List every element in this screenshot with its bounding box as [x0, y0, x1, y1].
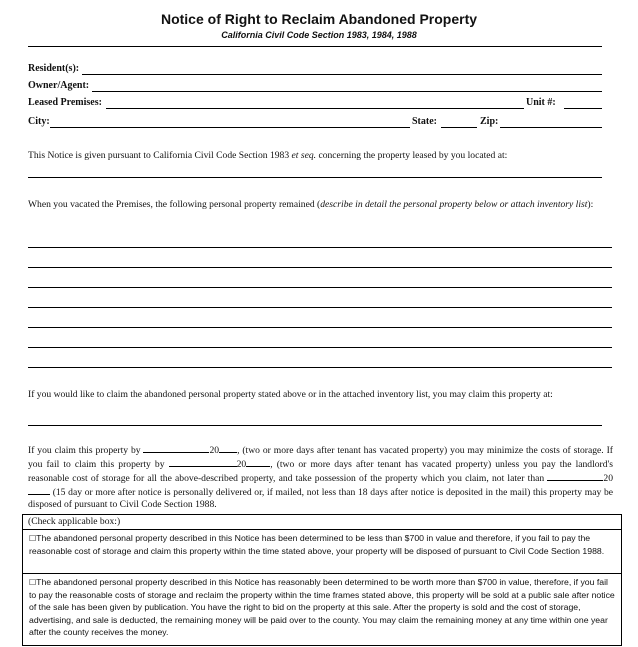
claim-text-3: , (two or more days after tenant has vacated property) unless you pay the landlord's reasonable cost of storage for all the above-described property, and take possession of the property which you claim, not later than	[28, 459, 614, 484]
property-list-line[interactable]	[28, 327, 612, 328]
property-list-line[interactable]	[28, 267, 612, 268]
property-list-line[interactable]	[28, 287, 612, 288]
option-over-700	[23, 574, 621, 639]
option-under-700	[23, 530, 621, 558]
check-box-heading-row	[22, 514, 622, 530]
property-address-field[interactable]	[28, 177, 602, 178]
claim-year-2: 20	[236, 459, 247, 470]
claim-date-1-field[interactable]	[143, 443, 209, 453]
zip-label: Zip:	[480, 116, 499, 127]
notice-et-seq: et seq.	[291, 150, 317, 161]
vacated-text-end: ):	[587, 199, 594, 210]
unit-field[interactable]	[564, 108, 602, 109]
notice-text-start: This Notice is given pursuant to California Civil Code Section 1983	[28, 150, 292, 161]
checkbox-under-700[interactable]: ☐	[29, 534, 37, 543]
property-list-line[interactable]	[28, 247, 612, 248]
vacated-text-start: When you vacated the Premises, the following personal property remained (	[28, 199, 321, 210]
leased-premises-label: Leased Premises:	[28, 97, 102, 108]
city-field[interactable]	[50, 127, 410, 128]
owner-agent-label: Owner/Agent:	[28, 80, 90, 91]
option-under-700-row	[22, 529, 622, 574]
state-label: State:	[412, 116, 437, 127]
claim-location-field[interactable]	[28, 425, 602, 426]
document-subtitle: California Civil Code Section 1983, 1984, 1988	[221, 30, 417, 40]
owner-agent-field[interactable]	[92, 91, 602, 92]
claim-date-2-field[interactable]	[169, 457, 237, 467]
state-field[interactable]	[441, 127, 477, 128]
claim-year-1-field[interactable]	[219, 443, 237, 453]
residents-label: Resident(s):	[28, 63, 80, 74]
vacated-paragraph	[28, 199, 598, 211]
claim-year-2-field[interactable]	[246, 457, 270, 467]
claim-location-paragraph: If you would like to claim the abandoned personal property stated above or in the attached inventory list, you may claim this property at:	[28, 389, 553, 400]
unit-label: Unit #:	[526, 97, 556, 108]
claim-paragraph	[28, 443, 613, 511]
property-list-line[interactable]	[28, 367, 612, 368]
claim-text-1: If you claim this property by	[28, 445, 141, 456]
claim-text-2: , (two or more days after tenant has vacated property) you may minimize the costs of storage. If you fail to claim this property by	[28, 445, 613, 470]
check-box-heading: (Check applicable box:)	[28, 516, 121, 527]
header-divider	[28, 46, 602, 47]
leased-premises-field[interactable]	[106, 108, 524, 109]
zip-field[interactable]	[500, 127, 602, 128]
property-list-line[interactable]	[28, 347, 612, 348]
checkbox-over-700[interactable]: ☐	[29, 578, 37, 587]
claim-year-3: 20	[603, 473, 613, 484]
claim-year-1: 20	[209, 445, 220, 456]
vacated-instructions: describe in detail the personal property below or attach inventory list	[320, 199, 588, 210]
claim-text-4: (15 day or more after notice is personally delivered or, if mailed, not less than 18 days after notice is deposited in the mail) this property may be disposed of pursuant to Civil Code Section 1988.	[28, 487, 613, 510]
option-over-700-row	[22, 573, 622, 646]
document-title: Notice of Right to Reclaim Abandoned Property	[160, 11, 478, 27]
property-list-line[interactable]	[28, 307, 612, 308]
notice-text-end: concerning the property leased by you located at:	[316, 150, 508, 161]
residents-field[interactable]	[82, 74, 602, 75]
option-under-700-text: The abandoned personal property described in this Notice has been determined to be less than $700 in value and therefore, if you fail to pay the reasonable cost of storage and claim this property within the time stated above, your property will be disposed of pursuant to Civil Code Section 1988.	[29, 533, 605, 557]
city-label: City:	[28, 116, 50, 127]
claim-year-3-field[interactable]	[28, 485, 50, 495]
option-over-700-text: The abandoned personal property described in this Notice has reasonably been determined to be worth more than $700 in value, therefore, if you fail to pay the reasonable costs of storage and reclaim the property within the time frames stated above, this property will be sold at a public sale after notice of the sale has been given by publication. You have the right to bid on the property at this sale. After the property is sold and the cost of storage, advertising, and sale is deducted, the remaining money will be paid over to the county. You may claim the remaining money at any time within one year after the county receives the money.	[29, 577, 615, 637]
claim-date-3-field[interactable]	[547, 471, 603, 481]
notice-paragraph	[28, 150, 614, 162]
